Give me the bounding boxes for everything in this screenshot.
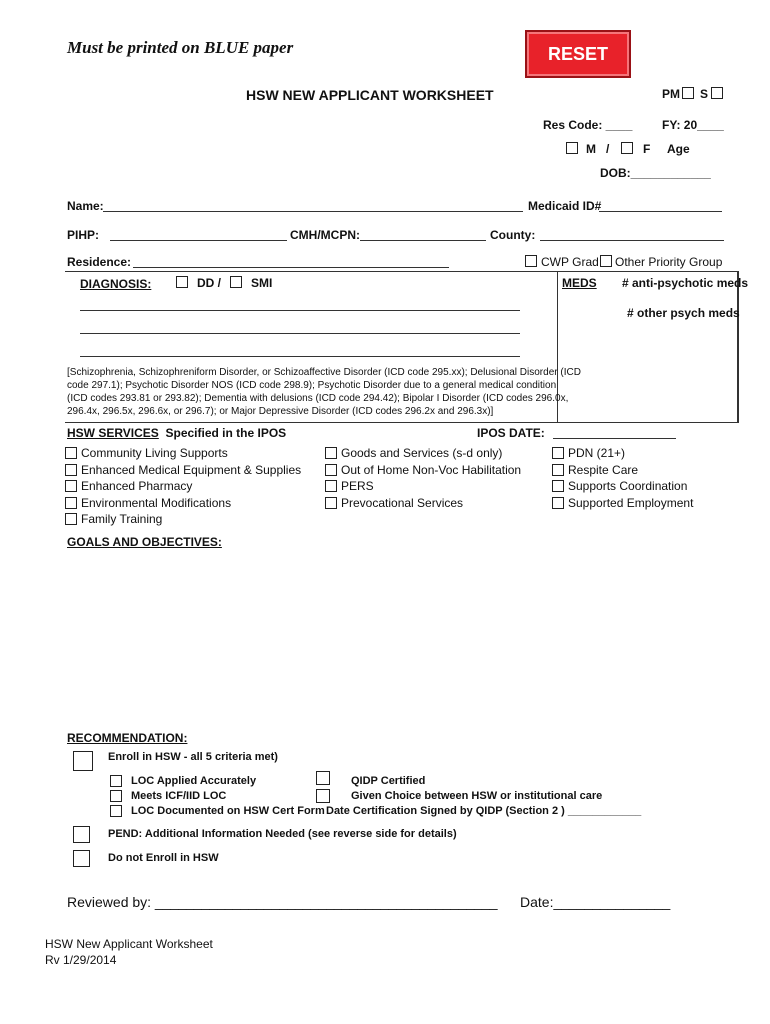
- date-certification-label: Date Certification Signed by QIDP (Section 2 ) ____________: [326, 805, 642, 817]
- diagnosis-note-2: code 297.1); Psychotic Disorder NOS (ICD code 298.9); Psychotic Disorder due to a general medical condition: [67, 380, 557, 391]
- other-priority-label: Other Priority Group: [615, 255, 723, 269]
- service-checkbox[interactable]: [65, 447, 77, 459]
- goals-heading: GOALS AND OBJECTIVES:: [67, 535, 222, 549]
- pihp-field[interactable]: [110, 240, 287, 241]
- residence-label: Residence:: [67, 255, 132, 269]
- service-checkbox[interactable]: [65, 480, 77, 492]
- given-choice-label: Given Choice between HSW or institutional care: [351, 790, 603, 802]
- diagnosis-note-3: (ICD codes 293.81 or 293.82); Dementia with delusions (ICD code 294.42); Bipolar I Disorder (ICD codes 296.0x,: [67, 393, 569, 404]
- service-item[interactable]: [325, 495, 521, 512]
- slash: /: [606, 142, 610, 156]
- loc-documented-checkbox[interactable]: [110, 805, 122, 817]
- medicaid-label: Medicaid ID#: [528, 199, 602, 213]
- pihp-label: PIHP:: [67, 228, 100, 242]
- reset-button[interactable]: RESET: [525, 30, 631, 78]
- service-checkbox[interactable]: [552, 464, 564, 476]
- s-label: S: [700, 87, 709, 101]
- service-item[interactable]: [325, 478, 521, 495]
- form-name: HSW New Applicant Worksheet: [45, 937, 213, 951]
- cwp-grad-label: CWP Grad: [541, 255, 599, 269]
- age-label: Age: [667, 142, 690, 156]
- service-item[interactable]: [552, 462, 693, 479]
- meets-icf-checkbox[interactable]: [110, 790, 122, 802]
- medicaid-field[interactable]: [599, 211, 722, 212]
- county-label: County:: [490, 228, 536, 242]
- s-checkbox[interactable]: [711, 87, 723, 99]
- pm-checkbox[interactable]: [682, 87, 694, 99]
- service-label: Supports Coordination: [568, 479, 688, 493]
- male-checkbox[interactable]: [566, 142, 578, 154]
- dd-checkbox[interactable]: [176, 276, 188, 288]
- cmh-field[interactable]: [360, 240, 486, 241]
- recommendation-heading: RECOMMENDATION:: [67, 731, 188, 745]
- service-checkbox[interactable]: [325, 497, 337, 509]
- cmh-label: CMH/MCPN:: [290, 228, 360, 242]
- loc-applied-label: LOC Applied Accurately: [131, 775, 257, 787]
- form-title: HSW NEW APPLICANT WORKSHEET: [246, 87, 494, 103]
- service-checkbox[interactable]: [325, 480, 337, 492]
- name-field[interactable]: [103, 211, 523, 212]
- smi-checkbox[interactable]: [230, 276, 242, 288]
- service-checkbox[interactable]: [552, 480, 564, 492]
- services-col-1: [65, 445, 301, 528]
- services-heading-suffix: Specified in the IPOS: [165, 426, 287, 440]
- pend-checkbox[interactable]: [73, 826, 90, 843]
- loc-documented-label: LOC Documented on HSW Cert Form: [131, 805, 325, 817]
- service-item[interactable]: [65, 478, 301, 495]
- services-heading-text: HSW SERVICES: [67, 426, 159, 440]
- pend-label: PEND: Additional Information Needed (see reverse side for details): [108, 828, 457, 840]
- diagnosis-label: DIAGNOSIS:: [80, 277, 152, 291]
- services-col-3: [552, 445, 693, 511]
- review-date-label: Date:_______________: [520, 894, 671, 910]
- cwp-grad-checkbox[interactable]: [525, 255, 537, 267]
- service-label: Environmental Modifications: [81, 495, 232, 510]
- meds-box: [557, 271, 739, 423]
- do-not-enroll-checkbox[interactable]: [73, 850, 90, 867]
- service-label: Prevocational Services: [341, 495, 464, 510]
- given-choice-checkbox[interactable]: [316, 789, 330, 803]
- service-label: Out of Home Non-Voc Habilitation: [341, 462, 522, 477]
- ipos-date-label: IPOS DATE:: [477, 426, 545, 440]
- service-checkbox[interactable]: [325, 447, 337, 459]
- dob-label: DOB:____________: [600, 166, 711, 180]
- fy-label: FY: 20____: [662, 118, 724, 132]
- service-checkbox[interactable]: [552, 447, 564, 459]
- service-checkbox[interactable]: [65, 497, 77, 509]
- name-label: Name:: [67, 199, 104, 213]
- service-label: Goods and Services (s-d only): [341, 446, 503, 460]
- anti-psychotic-meds-label: # anti-psychotic meds: [622, 276, 749, 290]
- res-code-label: Res Code: ____: [543, 118, 633, 132]
- diagnosis-note-4: 296.4x, 296.5x, 296.6x, or 296.7); or Major Depressive Disorder (ICD codes 296.2x and 296.3x)]: [67, 406, 494, 417]
- residence-field[interactable]: [133, 267, 449, 268]
- other-priority-checkbox[interactable]: [600, 255, 612, 267]
- pm-label: PM: [662, 87, 680, 101]
- service-item[interactable]: [65, 511, 301, 528]
- service-label: PDN (21+): [568, 446, 626, 460]
- service-item[interactable]: [325, 462, 521, 479]
- service-label: Respite Care: [568, 462, 639, 477]
- service-label: Family Training: [81, 512, 163, 526]
- county-field[interactable]: [540, 240, 724, 241]
- diagnosis-line-1[interactable]: [80, 310, 520, 311]
- service-label: Enhanced Pharmacy: [81, 479, 193, 493]
- enroll-checkbox[interactable]: [73, 751, 93, 771]
- service-checkbox[interactable]: [325, 464, 337, 476]
- enroll-label: Enroll in HSW - all 5 criteria met): [108, 751, 278, 763]
- service-item[interactable]: [65, 445, 301, 462]
- service-item[interactable]: [65, 495, 301, 512]
- do-not-enroll-label: Do not Enroll in HSW: [108, 852, 219, 864]
- dd-label: DD /: [197, 276, 221, 290]
- qidp-certified-checkbox[interactable]: [316, 771, 330, 785]
- services-col-2: [325, 445, 521, 511]
- service-checkbox[interactable]: [65, 464, 77, 476]
- service-item[interactable]: [65, 462, 301, 479]
- meets-icf-label: Meets ICF/IID LOC: [131, 790, 227, 802]
- services-heading: [67, 426, 286, 440]
- service-label: PERS: [341, 479, 374, 493]
- female-checkbox[interactable]: [621, 142, 633, 154]
- diagnosis-note-1: [Schizophrenia, Schizophreniform Disorder, or Schizoaffective Disorder (ICD code 295.xx); Delusional Disorder (ICD: [67, 367, 581, 378]
- diagnosis-line-2[interactable]: [80, 333, 520, 334]
- service-item[interactable]: [552, 495, 693, 512]
- service-label: Community Living Supports: [81, 446, 228, 460]
- smi-label: SMI: [251, 276, 273, 290]
- male-label: M: [586, 142, 596, 156]
- diagnosis-line-3[interactable]: [80, 356, 520, 357]
- meds-label: MEDS: [562, 276, 597, 290]
- service-item[interactable]: [552, 445, 693, 462]
- form-revision: Rv 1/29/2014: [45, 953, 117, 967]
- qidp-certified-label: QIDP Certified: [351, 775, 426, 787]
- service-checkbox[interactable]: [552, 497, 564, 509]
- print-note: Must be printed on BLUE paper: [67, 38, 294, 57]
- goals-text-area[interactable]: [67, 555, 727, 720]
- service-checkbox[interactable]: [65, 513, 77, 525]
- reviewed-by-label: Reviewed by: ____________________________________________: [67, 894, 498, 910]
- service-item[interactable]: [325, 445, 521, 462]
- ipos-date-field[interactable]: [553, 438, 676, 439]
- service-label: Supported Employment: [568, 495, 694, 510]
- service-label: Enhanced Medical Equipment & Supplies: [81, 462, 302, 477]
- loc-applied-checkbox[interactable]: [110, 775, 122, 787]
- other-psych-meds-label: # other psych meds: [627, 306, 740, 320]
- service-item[interactable]: [552, 478, 693, 495]
- female-label: F: [643, 142, 651, 156]
